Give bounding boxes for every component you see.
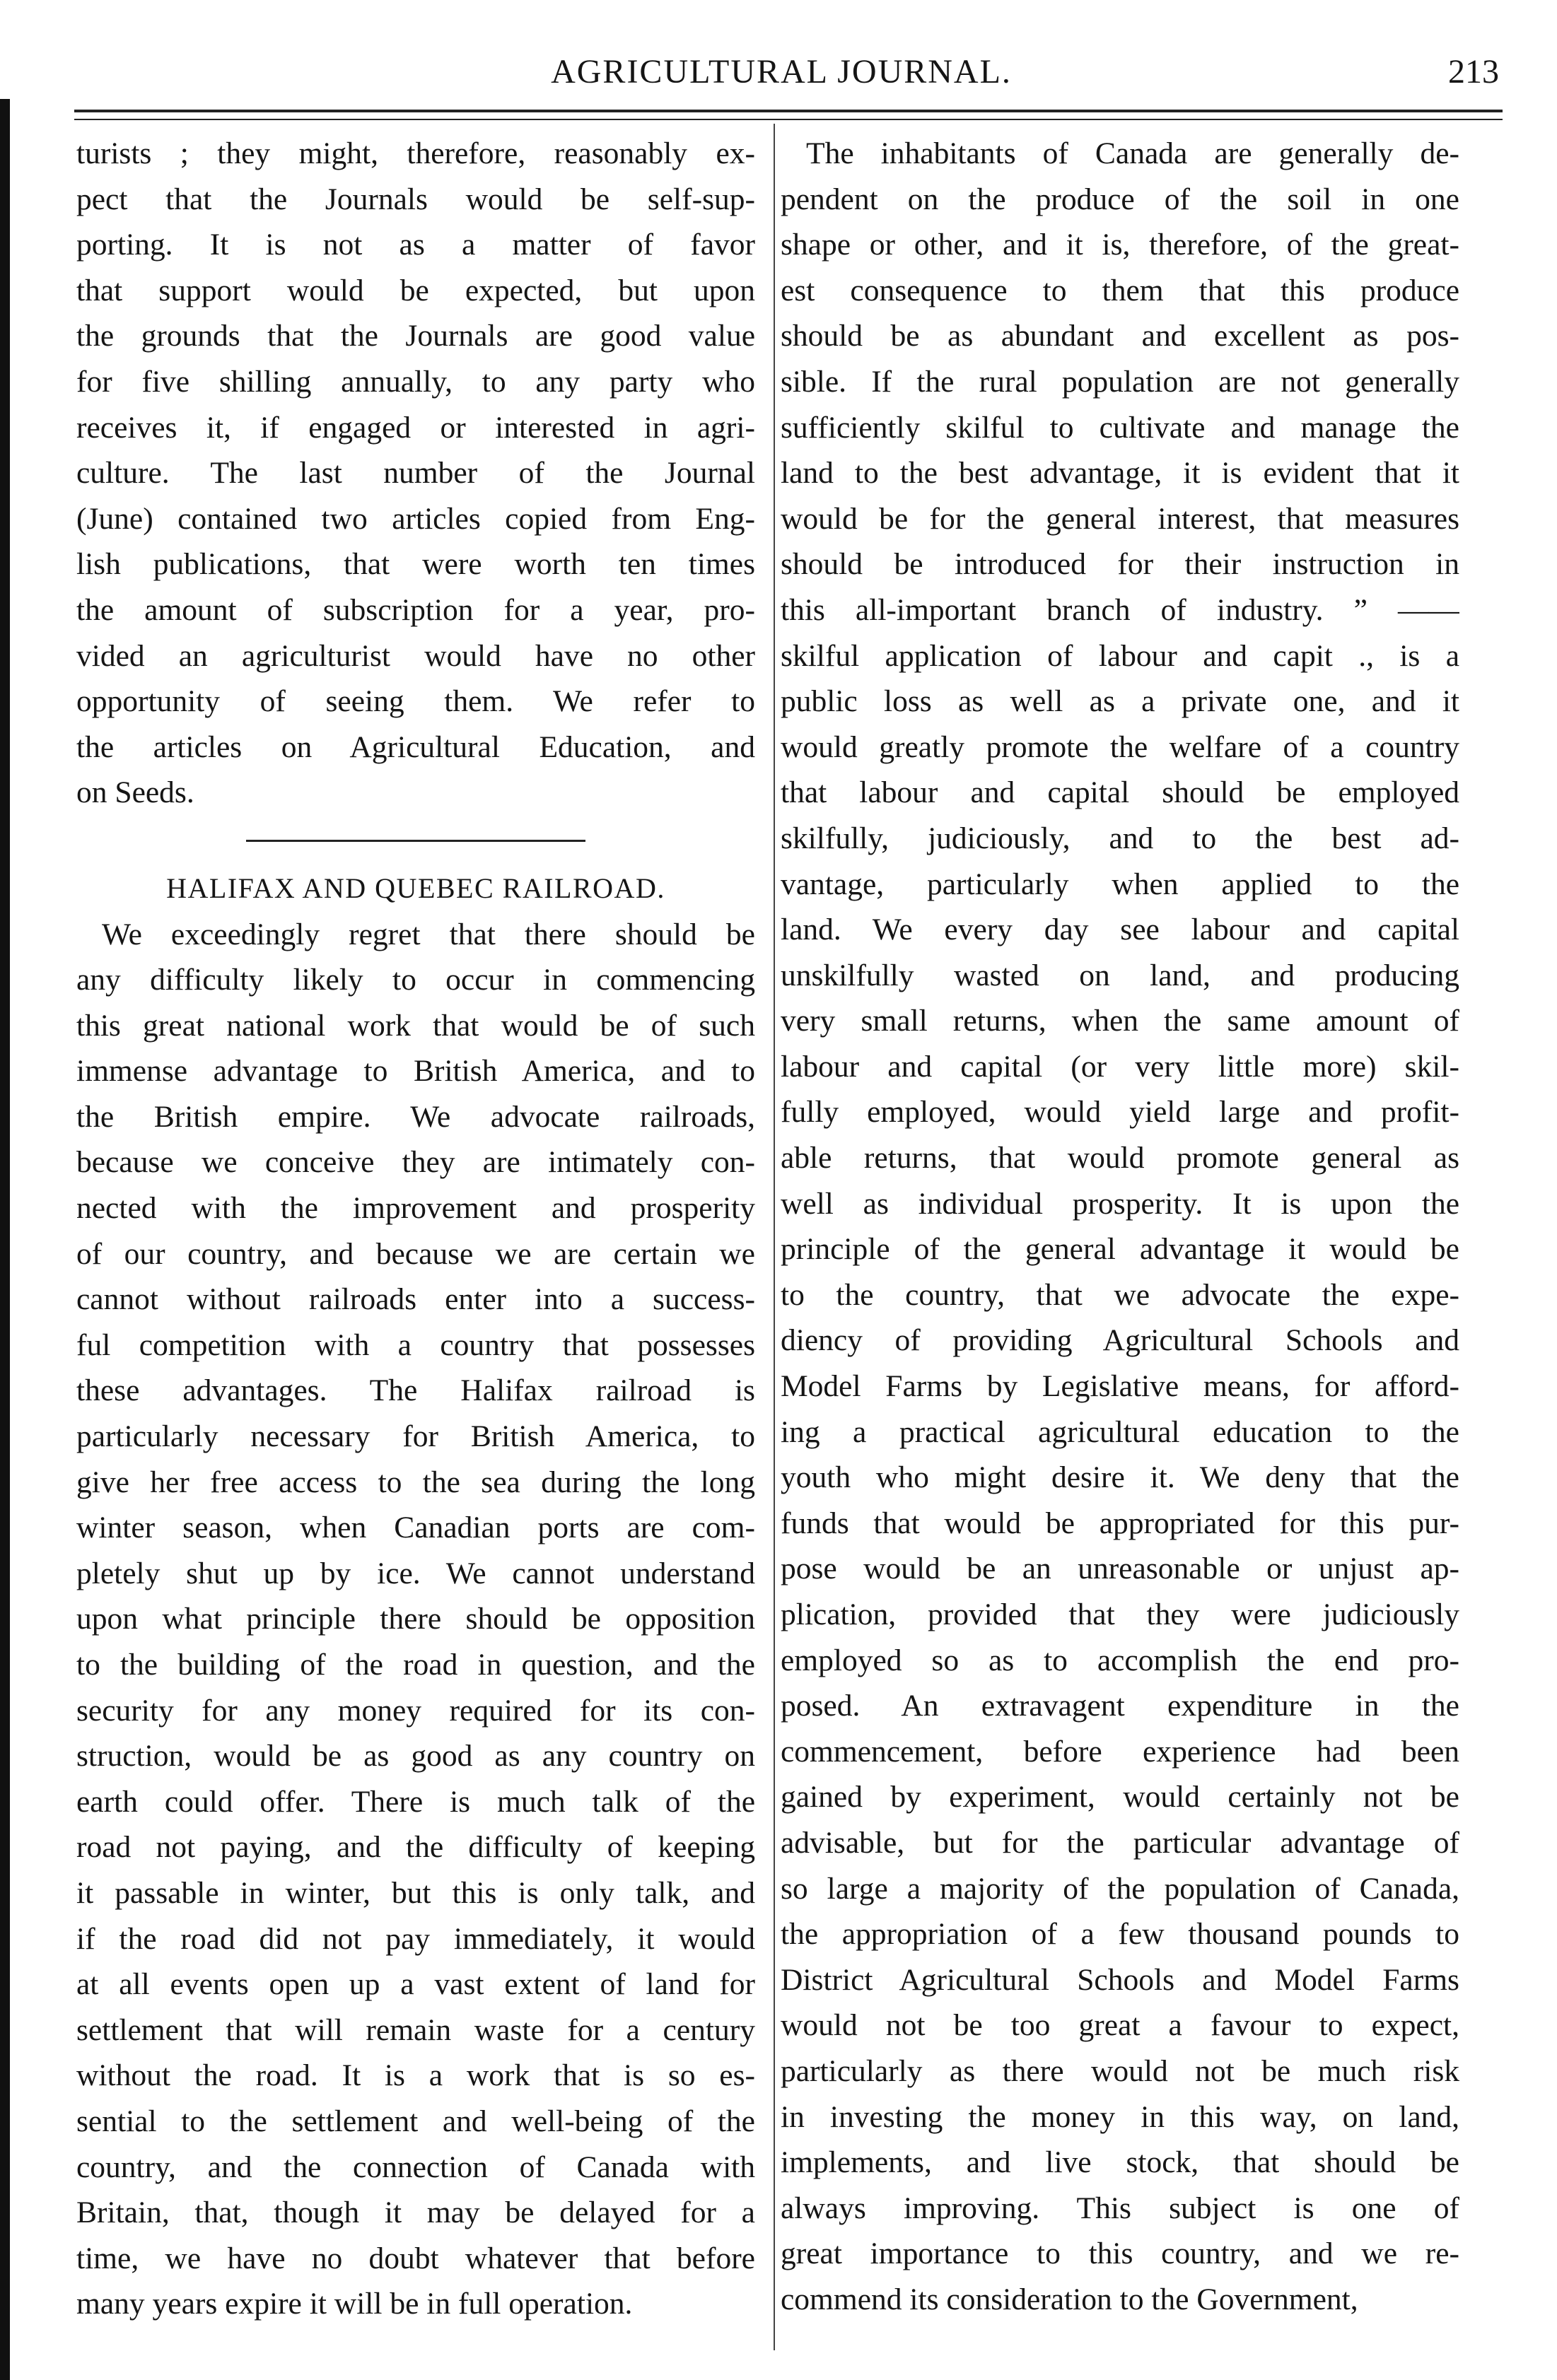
header-rule bbox=[74, 110, 1503, 112]
text-line: We exceedingly regret that there should be bbox=[102, 917, 755, 951]
text-line: unskilfully wasted on land, and producing bbox=[781, 958, 1459, 992]
binding-edge bbox=[0, 99, 10, 2380]
text-line: any difficulty likely to occur in commencing bbox=[76, 963, 755, 997]
text-line: culture. The last number of the Journal bbox=[76, 456, 755, 491]
text-line: it passable in winter, but this is only talk, and bbox=[76, 1875, 755, 1910]
text-line: time, we have no doubt whatever that before bbox=[76, 2241, 755, 2275]
text-line: these advantages. The Halifax railroad is bbox=[76, 1373, 755, 1408]
text-line: struction, would be as good as any country on bbox=[76, 1739, 755, 1774]
text-line: gained by experiment, would certainly not be bbox=[781, 1780, 1459, 1815]
text-line: pect that the Journals would be self-sup- bbox=[76, 182, 755, 216]
text-line: security for any money required for its con- bbox=[76, 1693, 755, 1728]
text-line: country, and the connection of Canada with bbox=[76, 2150, 755, 2184]
text-line: implements, and live stock, that should be bbox=[781, 2145, 1459, 2180]
text-line: should be introduced for their instruction in bbox=[781, 547, 1459, 582]
text-line: without the road. It is a work that is so es- bbox=[76, 2058, 755, 2093]
text-line: commend its consideration to the Government, bbox=[781, 2282, 1358, 2316]
text-line: settlement that will remain waste for a century bbox=[76, 2012, 755, 2047]
text-line: able returns, that would promote general as bbox=[781, 1141, 1459, 1176]
text-line: porting. It is not as a matter of favor bbox=[76, 228, 755, 262]
text-line: very small returns, when the same amount of bbox=[781, 1004, 1459, 1038]
text-line: District Agricultural Schools and Model Farms bbox=[781, 1962, 1459, 1997]
text-line: est consequence to them that this produce bbox=[781, 273, 1459, 307]
text-line: great importance to this country, and we re- bbox=[781, 2237, 1459, 2271]
text-line: Model Farms by Legislative means, for afford- bbox=[781, 1369, 1459, 1404]
text-line: pendent on the produce of the soil in one bbox=[781, 182, 1459, 216]
text-line: vantage, particularly when applied to the bbox=[781, 867, 1459, 901]
text-line: vided an agriculturist would have no other bbox=[76, 638, 755, 673]
text-line: at all events open up a vast extent of land for bbox=[76, 1967, 755, 2002]
text-line: always improving. This subject is one of bbox=[781, 2191, 1459, 2225]
text-line: give her free access to the sea during the long bbox=[76, 1465, 755, 1499]
text-line: many years expire it will be in full operation. bbox=[76, 2287, 633, 2321]
text-line: because we conceive they are intimately con- bbox=[76, 1145, 755, 1180]
text-line: sufficiently skilful to cultivate and manage the bbox=[781, 410, 1459, 445]
text-line: The inhabitants of Canada are generally de- bbox=[806, 136, 1459, 170]
text-line: sential to the settlement and well-being of the bbox=[76, 2104, 755, 2138]
text-line: of our country, and because we are certain we bbox=[76, 1236, 755, 1271]
text-line: diency of providing Agricultural Schools and bbox=[781, 1323, 1459, 1358]
text-line: pletely shut up by ice. We cannot understand bbox=[76, 1556, 755, 1590]
text-line: (June) contained two articles copied from Eng- bbox=[76, 501, 755, 536]
text-line: plication, provided that they were judiciously bbox=[781, 1598, 1459, 1631]
text-line: this great national work that would be of such bbox=[76, 1008, 755, 1043]
text-line: would be for the general interest, that measures bbox=[781, 501, 1459, 536]
text-line: upon what principle there should be opposition bbox=[76, 1602, 755, 1636]
text-line: cannot without railroads enter into a success- bbox=[76, 1282, 755, 1317]
text-line: land to the best advantage, it is evident that it bbox=[781, 456, 1459, 491]
text-line: that labour and capital should be employed bbox=[781, 775, 1459, 810]
column-divider bbox=[774, 124, 775, 2350]
text-line: posed. An extravagent expenditure in the bbox=[781, 1689, 1459, 1723]
text-line: employed so as to accomplish the end pro- bbox=[781, 1643, 1459, 1677]
text-line: youth who might desire it. We deny that the bbox=[781, 1460, 1459, 1495]
text-line: land. We every day see labour and capital bbox=[781, 913, 1459, 947]
text-line: road not paying, and the difficulty of keeping bbox=[76, 1830, 755, 1865]
text-line: would greatly promote the welfare of a country bbox=[781, 729, 1459, 764]
header-rule-thin bbox=[74, 119, 1503, 120]
text-line: earth could offer. There is much talk of the bbox=[76, 1784, 755, 1819]
text-line: funds that would be appropriated for this pur- bbox=[781, 1506, 1459, 1540]
text-line: ing a practical agricultural education to the bbox=[781, 1414, 1459, 1449]
text-line: that support would be expected, but upon bbox=[76, 273, 755, 307]
right-paragraph-1 bbox=[781, 131, 1459, 2323]
text-line: public loss as well as a private one, and it bbox=[781, 684, 1459, 719]
text-line: the articles on Agricultural Education, and bbox=[76, 729, 755, 764]
running-title: AGRICULTURAL JOURNAL. bbox=[551, 53, 1012, 90]
text-line: particularly as there would not be much risk bbox=[781, 2053, 1459, 2088]
text-line: particularly necessary for British America, to bbox=[76, 1419, 755, 1454]
text-line: winter season, when Canadian ports are com- bbox=[76, 1511, 755, 1545]
page-header bbox=[64, 44, 1499, 100]
text-line: opportunity of seeing them. We refer to bbox=[76, 684, 755, 719]
text-line: lish publications, that were worth ten times bbox=[76, 547, 755, 582]
text-line: the British empire. We advocate railroads, bbox=[76, 1099, 755, 1134]
text-line: skilful application of labour and capit ., is a bbox=[781, 638, 1459, 673]
text-line: receives it, if engaged or interested in agri- bbox=[76, 410, 755, 445]
text-line: commencement, before experience had been bbox=[781, 1734, 1459, 1769]
text-line: to the building of the road in question, and the bbox=[76, 1648, 755, 1682]
section-heading: HALIFAX AND QUEBEC RAILROAD. bbox=[166, 872, 665, 904]
text-line: should be as abundant and excellent as pos- bbox=[781, 319, 1459, 353]
text-line: principle of the general advantage it would be bbox=[781, 1232, 1459, 1267]
text-line: nected with the improvement and prosperity bbox=[76, 1191, 755, 1226]
text-line: pose would be an unreasonable or unjust ap- bbox=[781, 1552, 1459, 1586]
text-line: sible. If the rural population are not generally bbox=[781, 364, 1459, 399]
left-paragraph-2 bbox=[76, 912, 755, 2327]
left-column bbox=[76, 131, 755, 2327]
text-line: the grounds that the Journals are good value bbox=[76, 319, 755, 353]
text-line: for five shilling annually, to any party who bbox=[76, 364, 755, 399]
text-line: the appropriation of a few thousand pounds to bbox=[781, 1917, 1459, 1952]
text-line: ful competition with a country that possesses bbox=[76, 1327, 755, 1362]
text-line: immense advantage to British America, and to bbox=[76, 1054, 755, 1089]
right-column bbox=[781, 131, 1459, 2323]
text-line: the amount of subscription for a year, pro- bbox=[76, 592, 755, 627]
text-line: to the country, that we advocate the expe- bbox=[781, 1277, 1459, 1312]
page-number: 213 bbox=[1448, 53, 1499, 90]
text-line: so large a majority of the population of Canada, bbox=[781, 1871, 1459, 1906]
text-line: skilfully, judiciously, and to the best ad- bbox=[781, 821, 1459, 855]
left-paragraph-1 bbox=[76, 131, 755, 816]
text-line: on Seeds. bbox=[76, 775, 194, 810]
text-line: fully employed, would yield large and profit- bbox=[781, 1095, 1459, 1130]
text-line: labour and capital (or very little more) skil- bbox=[781, 1049, 1459, 1084]
text-line: Britain, that, though it may be delayed for a bbox=[76, 2196, 755, 2230]
text-line: in investing the money in this way, on land, bbox=[781, 2099, 1459, 2134]
text-line: would not be too great a favour to expect, bbox=[781, 2008, 1459, 2043]
text-line: shape or other, and it is, therefore, of the great- bbox=[781, 228, 1459, 262]
text-line: turists ; they might, therefore, reasonably ex- bbox=[76, 136, 755, 170]
text-line: well as individual prosperity. It is upon the bbox=[781, 1186, 1459, 1221]
text-line: if the road did not pay immediately, it would bbox=[76, 1921, 755, 1956]
text-line: advisable, but for the particular advantage of bbox=[781, 1825, 1459, 1860]
text-line: this all-important branch of industry. ” —— bbox=[781, 592, 1459, 627]
section-rule bbox=[246, 840, 585, 842]
